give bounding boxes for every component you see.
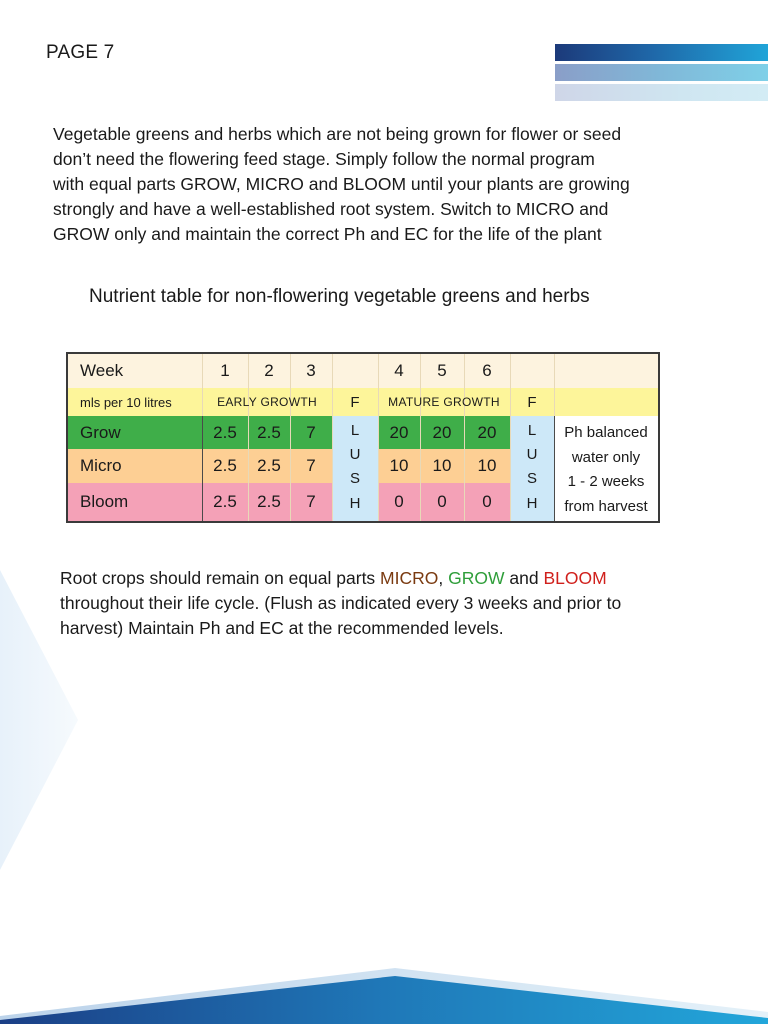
bloom-w4: 0 xyxy=(394,492,404,511)
header-stripe-medium xyxy=(555,64,768,81)
micro-w1: 2.5 xyxy=(213,456,237,475)
grow-w5: 20 xyxy=(432,422,452,442)
bloom-w6: 0 xyxy=(482,492,492,511)
bloom-w1: 2.5 xyxy=(213,492,237,511)
page-number: PAGE 7 xyxy=(46,42,115,63)
week-3: 3 xyxy=(306,361,316,380)
bloom-w5: 0 xyxy=(437,492,447,511)
grow-word: GROW xyxy=(448,568,505,588)
week-6: 6 xyxy=(482,361,492,380)
grow-w6: 20 xyxy=(477,422,497,442)
note-line: water only xyxy=(571,448,641,466)
intro-line: with equal parts GROW, MICRO and BLOOM until your plants are growing xyxy=(53,174,630,194)
outro-text: harvest) Maintain Ph and EC at the recommended levels. xyxy=(60,618,504,638)
flush-header-2: F xyxy=(527,393,537,411)
outro-text: , xyxy=(438,568,449,588)
bloom-w2: 2.5 xyxy=(257,492,281,511)
intro-line: don’t need the flowering feed stage. Simply follow the normal program xyxy=(53,149,595,169)
micro-w2: 2.5 xyxy=(257,456,281,475)
micro-w5: 10 xyxy=(432,456,452,475)
note-line: Ph balanced xyxy=(564,423,648,441)
micro-word: MICRO xyxy=(380,568,439,588)
bottom-wave-decoration xyxy=(0,954,768,1024)
outro-paragraph xyxy=(60,566,710,641)
intro-line: GROW only and maintain the correct Ph and EC for the life of the plant xyxy=(53,224,602,244)
week-5: 5 xyxy=(437,361,447,380)
row-label-micro: Micro xyxy=(80,456,122,475)
outro-text: Root crops should remain on equal parts xyxy=(60,568,381,588)
micro-w3: 7 xyxy=(306,456,316,475)
flush-letter: L xyxy=(527,421,537,439)
flush-letter: U xyxy=(349,445,361,463)
bloom-w3: 7 xyxy=(306,492,316,511)
mature-growth-label: MATURE GROWTH xyxy=(388,395,500,409)
flush-letter: S xyxy=(349,469,360,487)
flush-header-1: F xyxy=(350,393,360,411)
left-chevron-decoration xyxy=(0,570,90,870)
intro-paragraph xyxy=(53,122,703,247)
dose-label: mls per 10 litres xyxy=(80,394,172,410)
note-line: 1 - 2 weeks xyxy=(567,472,645,490)
note-line: from harvest xyxy=(564,497,648,515)
header-stripe-light xyxy=(555,84,768,101)
intro-line: strongly and have a well-established root system. Switch to MICRO and xyxy=(53,199,609,219)
week-1: 1 xyxy=(220,361,230,380)
micro-w4: 10 xyxy=(389,456,409,475)
micro-w6: 10 xyxy=(477,456,497,475)
nutrient-table xyxy=(66,352,660,523)
outro-text: throughout their life cycle. (Flush as indicated every 3 weeks and prior to xyxy=(60,593,622,613)
week-label: Week xyxy=(80,361,124,380)
flush-letter: H xyxy=(526,494,538,512)
bloom-word: BLOOM xyxy=(543,568,607,588)
row-label-bloom: Bloom xyxy=(80,492,129,511)
flush-letter: U xyxy=(526,445,538,463)
row-label-grow: Grow xyxy=(80,422,121,442)
flush-letter: L xyxy=(350,421,360,439)
grow-w3: 7 xyxy=(306,422,316,442)
grow-w1: 2.5 xyxy=(213,422,237,442)
flush-letter: H xyxy=(349,494,361,512)
outro-text: and xyxy=(504,568,544,588)
grow-w2: 2.5 xyxy=(257,422,281,442)
week-4: 4 xyxy=(394,361,404,380)
early-growth-label: EARLY GROWTH xyxy=(217,395,317,409)
grow-w4: 20 xyxy=(389,422,409,442)
flush-letter: S xyxy=(526,469,537,487)
table-title: Nutrient table for non-flowering vegetable greens and herbs xyxy=(89,286,590,307)
week-2: 2 xyxy=(264,361,274,380)
header-stripe-dark xyxy=(555,44,768,61)
intro-line: Vegetable greens and herbs which are not being grown for flower or seed xyxy=(53,124,622,144)
